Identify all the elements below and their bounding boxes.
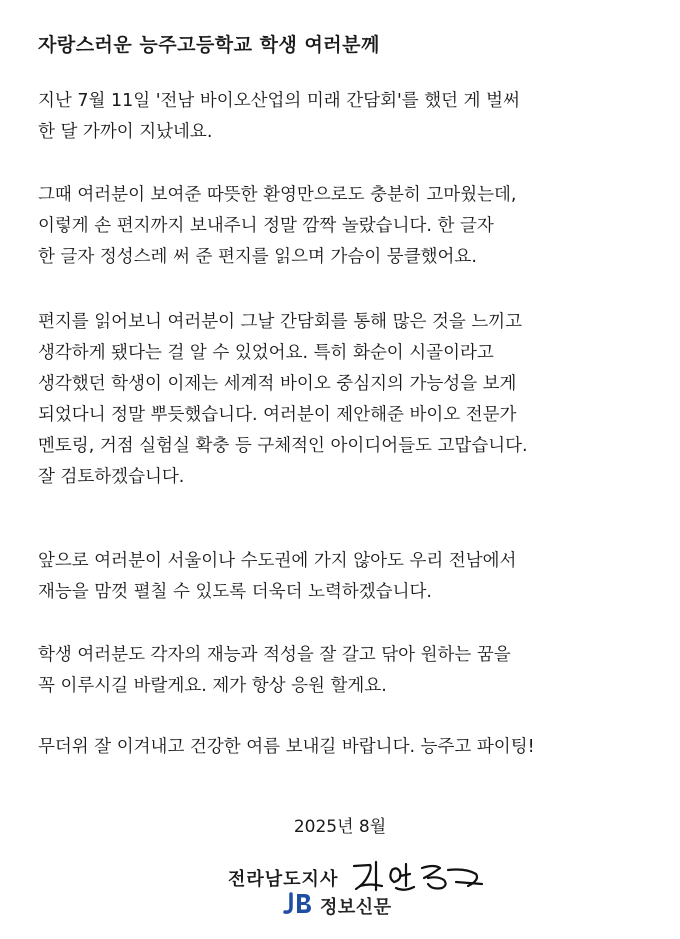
paragraph-line: 한 달 가까이 지났네요. [38,122,213,142]
paragraph-line: 그때 여러분이 보여준 따뜻한 환영만으로도 충분히 고마웠는데, [38,185,517,205]
paragraph-line: 무더위 잘 이겨내고 건강한 여름 보내길 바랍니다. 능주고 파이팅! [38,737,535,757]
paragraph-3 [38,307,648,493]
paragraph-line: 잘 검토하겠습니다. [38,467,185,487]
paragraph-line: 생각하게 됐다는 걸 알 수 있었어요. 특히 화순이 시골이라고 [38,343,494,363]
paragraph-line: 편지를 읽어보니 여러분이 그날 간담회를 통해 많은 것을 느끼고 [38,312,523,332]
paragraph-line: 되었다니 정말 뿌듯했습니다. 여러분이 제안해준 바이오 전문가 [38,405,517,425]
paragraph-2 [38,180,648,273]
paragraph-line: 학생 여러분도 각자의 재능과 적성을 잘 갈고 닦아 원하는 꿈을 [38,645,511,665]
paragraph-4 [38,546,648,608]
paragraph-line: 멘토링, 거점 실험실 확충 등 구체적인 아이디어들도 고맙습니다. [38,436,528,456]
paragraph-line: 생각했던 학생이 이제는 세계적 바이오 중심지의 가능성을 보게 [38,374,517,394]
paragraph-line: 꼭 이루시길 바랄게요. 제가 항상 응원 할게요. [38,676,387,696]
jb-logo-icon [282,891,316,921]
watermark [282,891,392,921]
signer-title: 전라남도지사 [228,869,339,890]
paragraph-line: 재능을 맘껏 펼칠 수 있도록 더욱더 노력하겠습니다. [38,582,432,602]
paragraph-line: 한 글자 정성스레 써 준 편지를 읽으며 가슴이 뭉클했어요. [38,247,477,267]
salutation: 자랑스러운 능주고등학교 학생 여러분께 [38,34,380,56]
paragraph-5 [38,640,648,702]
letter-date: 2025년 8월 [293,817,387,837]
paragraph-1 [38,86,648,148]
paragraph-line: 앞으로 여러분이 서울이나 수도권에 가지 않아도 우리 전남에서 [38,551,517,571]
watermark-text: 정보신문 [320,897,392,918]
paragraph-6 [38,732,648,763]
paragraph-line: 이렇게 손 편지까지 보내주니 정말 깜짝 놀랐습니다. 한 글자 [38,216,494,236]
paragraph-line: 지난 7월 11일 '전남 바이오산업의 미래 간담회'를 했던 게 벌써 [38,91,520,111]
